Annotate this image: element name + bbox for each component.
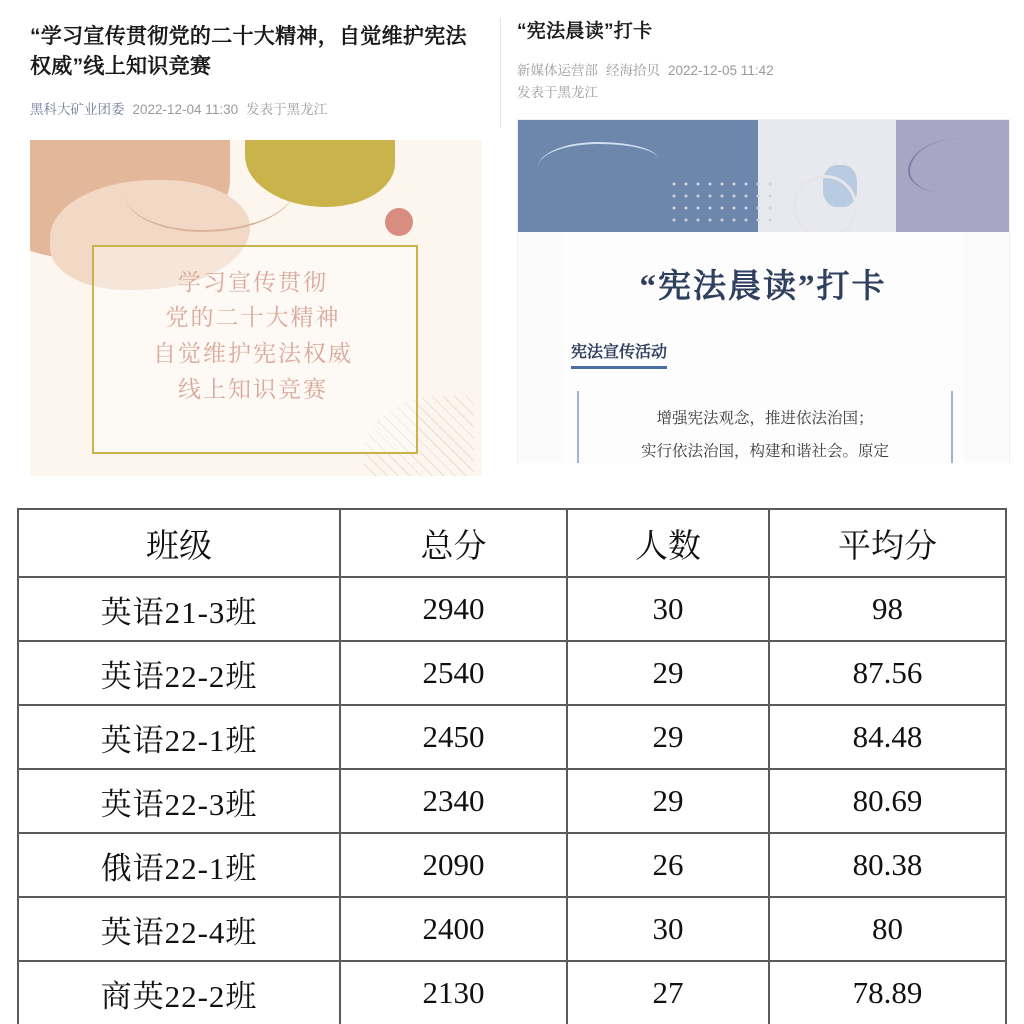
cell-average: 98: [769, 577, 1006, 641]
cell-count: 27: [567, 961, 769, 1024]
article-author[interactable]: 黑科大矿业团委: [30, 101, 125, 117]
article-poster-left: [30, 140, 482, 476]
cell-class: 英语22-2班: [18, 641, 340, 705]
cell-average: 80.69: [769, 769, 1006, 833]
table-row: [18, 961, 1006, 1024]
cell-total: 2090: [340, 833, 567, 897]
cell-average: 84.48: [769, 705, 1006, 769]
cell-class: 英语22-1班: [18, 705, 340, 769]
table-row: [18, 833, 1006, 897]
poster-line: 自觉维护宪法权威: [153, 341, 353, 367]
cell-class: 俄语22-1班: [18, 833, 340, 897]
cell-count: 26: [567, 833, 769, 897]
table-row: [18, 897, 1006, 961]
cell-class: 英语21-3班: [18, 577, 340, 641]
column-header-count: 人数: [567, 509, 769, 577]
cell-count: 29: [567, 705, 769, 769]
poster-title: “宪法晨读”打卡: [639, 269, 887, 306]
table-header-row: [18, 509, 1006, 577]
cell-class: 英语22-4班: [18, 897, 340, 961]
article-card-right[interactable]: [501, 0, 1024, 508]
article-title: “学习宣传贯彻党的二十大精神，自觉维护宪法权威”线上知识竞赛: [30, 25, 467, 79]
poster-quote: [577, 391, 953, 463]
decorative-dots: [668, 178, 778, 224]
poster-text: [92, 265, 414, 408]
cell-count: 30: [567, 577, 769, 641]
column-header-average: 平均分: [769, 509, 1006, 577]
cell-class: 商英22-2班: [18, 961, 340, 1024]
cell-count: 30: [567, 897, 769, 961]
decorative-wave: [538, 142, 658, 184]
article-title: “宪法晨读”打卡: [517, 21, 653, 42]
table-row: [18, 641, 1006, 705]
cell-count: 29: [567, 769, 769, 833]
cell-class: 英语22-3班: [18, 769, 340, 833]
table-row: [18, 705, 1006, 769]
poster-body: [563, 232, 963, 463]
poster-quote-line: 增强宪法观念，推进依法治国；: [656, 410, 874, 428]
cell-average: 80: [769, 897, 1006, 961]
cell-average: 78.89: [769, 961, 1006, 1024]
cell-total: 2340: [340, 769, 567, 833]
article-meta: [30, 99, 474, 122]
cell-total: 2540: [340, 641, 567, 705]
cell-total: 2130: [340, 961, 567, 1024]
cell-average: 80.38: [769, 833, 1006, 897]
article-card-left[interactable]: [0, 0, 500, 508]
article-datetime: 2022-12-04 11:30: [132, 101, 239, 117]
table-row: [18, 577, 1006, 641]
cell-average: 87.56: [769, 641, 1006, 705]
article-meta: [517, 60, 1008, 106]
poster-line: 党的二十大精神: [165, 305, 341, 331]
cell-total: 2450: [340, 705, 567, 769]
articles-area: [0, 0, 1024, 508]
score-table: [17, 508, 1007, 1024]
poster-line: 学习宣传贯彻: [178, 269, 328, 295]
column-header-class: 班级: [18, 509, 340, 577]
article-location: 发表于黑龙江: [246, 101, 328, 117]
article-account[interactable]: 经海拾贝: [606, 62, 660, 78]
decorative-circle: [793, 175, 857, 239]
article-datetime: 2022-12-05 11:42: [668, 62, 774, 78]
poster-quote-line: 实行依法治国，构建和谐社会。原定: [640, 442, 889, 460]
table-row: [18, 769, 1006, 833]
article-location: 发表于黑龙江: [517, 85, 598, 101]
article-author: 新媒体运营部: [517, 62, 598, 78]
decorative-curve: [125, 150, 295, 232]
poster-line: 线上知识竞赛: [178, 376, 328, 402]
cell-total: 2940: [340, 577, 567, 641]
cell-total: 2400: [340, 897, 567, 961]
cell-count: 29: [567, 641, 769, 705]
column-header-total: 总分: [340, 509, 567, 577]
decorative-dot: [385, 208, 413, 236]
poster-subtitle: 宪法宣传活动: [571, 339, 667, 369]
article-poster-right: [517, 119, 1010, 463]
score-table-container: [0, 508, 1024, 1024]
